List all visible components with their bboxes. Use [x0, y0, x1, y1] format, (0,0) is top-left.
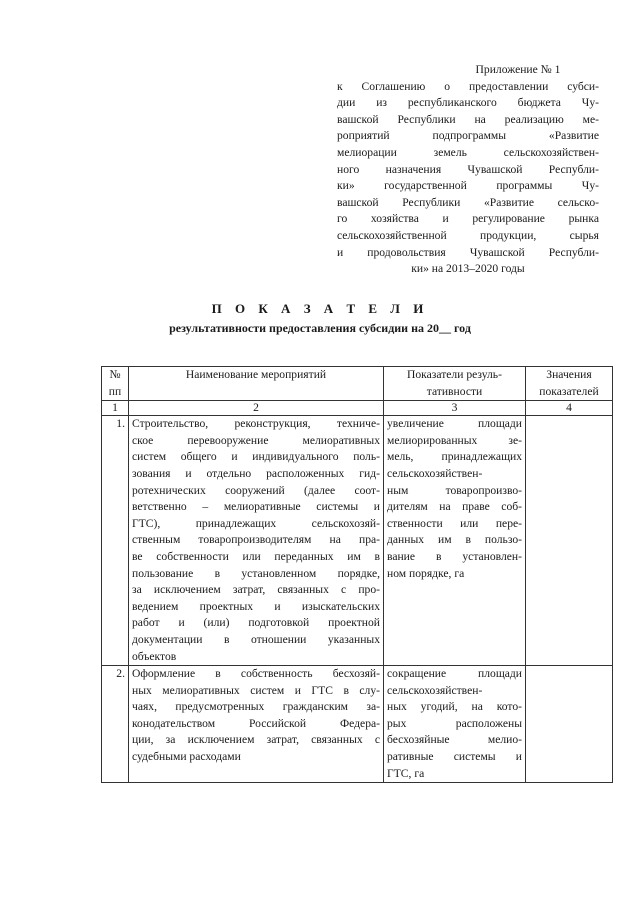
row-activity-name: [129, 666, 384, 783]
header-indicators-line: тативности: [426, 384, 483, 398]
text-line: ных угодий, на кото-: [387, 700, 522, 714]
row-indicator: [384, 666, 526, 783]
text-line: ское перевооружение мелиоративных: [132, 433, 380, 447]
header-values-line: Значения: [546, 368, 592, 381]
text-line: мель, принадлежащих: [387, 450, 522, 464]
header-number-line: №: [109, 368, 121, 381]
appendix-header: [337, 62, 599, 278]
text-line: чаях, предусмотренных гражданским за-: [132, 700, 380, 714]
appendix-line: к Соглашению о предоставлении субси-: [337, 79, 599, 93]
text-line: ве собственности или переданных им в: [132, 549, 380, 563]
text-line: Оформление в собственность бесхозяй-: [132, 667, 380, 681]
text-line: дителям на праве соб-: [387, 500, 522, 514]
indicators-table: [101, 366, 613, 783]
text-line: ГТС, га: [387, 766, 425, 780]
row-value[interactable]: [526, 416, 613, 666]
document-heading: [0, 300, 640, 337]
text-line: ративные системы и: [387, 750, 522, 764]
appendix-line: вашской Республики «Развитие сельско-: [337, 195, 599, 209]
text-line: ротехнических сооружений (далее соот-: [132, 483, 380, 497]
appendix-line: ного назначения Чувашской Республи-: [337, 162, 599, 176]
text-line: зования и отдельно расположенных гид-: [132, 466, 380, 480]
text-line: ственности или пере-: [387, 516, 522, 530]
text-line: ных мелиоративных систем и ГТС в слу-: [132, 683, 380, 697]
text-line: данных им в пользо-: [387, 533, 522, 547]
text-line: объектов: [132, 649, 177, 663]
text-line: ном порядке, га: [387, 566, 465, 580]
table-header-row: [102, 367, 613, 401]
text-line: ственным товаропроизводителям на пра-: [132, 533, 380, 547]
text-line: работ и (или) подготовкой проектной: [132, 616, 380, 630]
appendix-line: и продовольствия Чувашской Республи-: [337, 245, 599, 259]
row-number: 1.: [102, 416, 129, 666]
appendix-line: мелиорации земель сельскохозяйствен-: [337, 145, 599, 159]
header-values: [526, 367, 613, 401]
text-line: ным товаропроизво-: [387, 483, 522, 497]
text-line: систем общего и индивидуального поль-: [132, 450, 380, 464]
column-number: 2: [129, 401, 384, 416]
header-number: [102, 367, 129, 401]
text-line: ции, за исключением затрат, связанных с: [132, 733, 380, 747]
row-number: 2.: [102, 666, 129, 783]
header-name: Наименование мероприятий: [129, 367, 384, 401]
text-line: сельскохозяйствен-: [387, 683, 483, 697]
heading-title: П О К А З А Т Е Л И: [211, 301, 429, 316]
text-line: вание в установлен-: [387, 549, 522, 563]
column-number: 4: [526, 401, 613, 416]
header-number-line: пп: [108, 384, 122, 398]
text-line: бесхозяйные мелио-: [387, 733, 522, 747]
row-value[interactable]: [526, 666, 613, 783]
text-line: документации в отношении указанных: [132, 632, 380, 646]
table-row: [102, 416, 613, 666]
text-line: сельскохозяйствен-: [387, 466, 483, 480]
appendix-title: Приложение № 1: [475, 63, 561, 76]
header-indicators-line: Показатели резуль-: [407, 368, 502, 381]
table-row: [102, 666, 613, 783]
text-line: мелиорированных зе-: [387, 433, 522, 447]
appendix-line: вашской Республики на реализацию ме-: [337, 112, 599, 126]
text-line: ГТС), принадлежащих сельскохозяй-: [132, 516, 380, 530]
heading-subtitle: результативности предоставления субсидии на 20__ год: [169, 321, 471, 335]
row-activity-name: [129, 416, 384, 666]
text-line: ветственно – мелиоративные системы и: [132, 500, 380, 514]
appendix-line: ки» государственной программы Чу-: [337, 179, 599, 193]
header-indicators: [384, 367, 526, 401]
appendix-line: го хозяйства и регулирование рынка: [337, 212, 599, 226]
appendix-line: дии из республиканского бюджета Чу-: [337, 96, 599, 110]
text-line: увеличение площади: [387, 417, 522, 431]
appendix-line: сельскохозяйственной продукции, сырья: [337, 228, 599, 242]
appendix-line: роприятий подпрограммы «Развитие: [337, 129, 599, 143]
text-line: сокращение площади: [387, 667, 522, 681]
row-indicator: [384, 416, 526, 666]
text-line: за исключением затрат, связанных с про-: [132, 583, 380, 597]
text-line: ведением проектных и изыскательских: [132, 599, 380, 613]
text-line: пользование в установленном порядке,: [132, 566, 380, 580]
text-line: Строительство, реконструкция, техниче-: [132, 417, 380, 431]
header-values-line: показателей: [539, 384, 599, 398]
text-line: рых расположены: [387, 716, 522, 730]
text-line: судебными расходами: [132, 750, 241, 764]
text-line: конодательством Российской Федера-: [132, 716, 380, 730]
column-number: 3: [384, 401, 526, 416]
appendix-last-line: ки» на 2013–2020 годы: [411, 262, 525, 276]
column-numbering-row: [102, 401, 613, 416]
column-number: 1: [102, 401, 129, 416]
